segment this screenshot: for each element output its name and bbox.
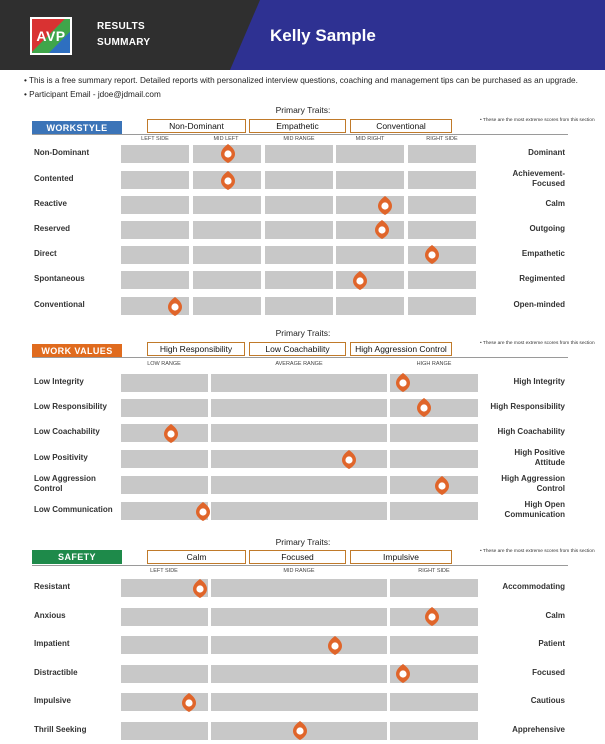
primary-trait-box: High Responsibility	[147, 342, 245, 356]
trait-right-label: Achievement- Focused	[512, 169, 565, 188]
trait-left-label: Impatient	[34, 639, 70, 648]
range-label: MID LEFT	[213, 136, 239, 142]
primary-traits-label: Primary Traits:	[275, 328, 331, 338]
score-band	[211, 693, 387, 711]
range-label: AVERAGE RANGE	[275, 361, 323, 367]
trait-right-label: High Open Communication	[504, 500, 565, 519]
trait-row	[0, 217, 605, 242]
score-band	[408, 246, 476, 264]
score-band	[121, 374, 208, 392]
score-marker	[396, 664, 410, 683]
score-marker	[396, 373, 410, 392]
section-divider	[32, 565, 568, 566]
score-band	[336, 246, 404, 264]
trait-left-label: Low Positivity	[34, 453, 88, 462]
trait-right-label: Calm	[545, 610, 565, 620]
note-participant-email: • Participant Email - jdoe@jdmail.com	[24, 90, 161, 99]
trait-right-label: Outgoing	[529, 223, 565, 233]
range-label: MID RIGHT	[355, 136, 385, 142]
trait-left-label: Reactive	[34, 199, 67, 208]
avp-logo	[30, 17, 72, 55]
score-marker	[168, 297, 182, 316]
score-band	[336, 221, 404, 239]
range-label: LEFT SIDE	[150, 568, 178, 574]
logo-text: AVP	[36, 28, 66, 44]
trait-row	[0, 688, 605, 716]
extreme-scores-note: • These are the most extreme scores from this section	[480, 549, 595, 554]
score-band	[390, 450, 478, 468]
score-band	[408, 221, 476, 239]
trait-right-label: Accommodating	[502, 582, 565, 591]
score-band	[121, 476, 208, 494]
trait-right-label: Apprehensive	[512, 724, 565, 734]
trait-left-label: Impulsive	[34, 696, 71, 705]
primary-trait-box: Non-Dominant	[147, 119, 246, 133]
trait-row	[0, 472, 605, 498]
score-band	[121, 221, 189, 239]
score-marker	[425, 607, 439, 626]
trait-row	[0, 420, 605, 446]
score-marker	[221, 144, 235, 163]
score-band	[211, 450, 387, 468]
score-band	[390, 476, 478, 494]
score-band	[211, 665, 387, 683]
trait-left-label: Resistant	[34, 582, 71, 591]
score-band	[265, 196, 333, 214]
note-free-summary: • This is a free summary report. Detailed reports with personalized interview questions, coaching and management tips can be purchased as an upgrade.	[24, 76, 578, 85]
primary-traits-label: Primary Traits:	[275, 105, 331, 115]
trait-left-label: Spontaneous	[34, 274, 85, 283]
trait-left-label: Anxious	[34, 610, 66, 620]
score-band	[121, 450, 208, 468]
trait-right-label: High Aggression Control	[501, 474, 565, 493]
trait-row	[0, 716, 605, 744]
score-band	[336, 196, 404, 214]
trait-right-label: Focused	[532, 667, 565, 677]
trait-right-label: High Coachability	[497, 427, 565, 436]
score-band	[408, 196, 476, 214]
score-band	[390, 636, 478, 654]
trait-right-label: Cautious	[530, 696, 565, 705]
trait-right-label: Empathetic	[521, 248, 565, 258]
score-marker	[196, 502, 210, 521]
score-marker	[182, 693, 196, 712]
score-marker	[435, 476, 449, 495]
trait-left-label: Low Aggression Control	[34, 474, 96, 493]
trait-left-label: Conventional	[34, 300, 85, 309]
primary-traits-label: Primary Traits:	[275, 537, 331, 547]
score-band	[336, 171, 404, 189]
score-band	[211, 579, 387, 597]
score-marker	[293, 721, 307, 740]
score-band	[193, 271, 261, 289]
primary-trait-box: Low Coachability	[249, 342, 346, 356]
trait-row	[0, 267, 605, 293]
primary-trait-box: Impulsive	[350, 550, 452, 564]
trait-row	[0, 140, 605, 167]
trait-left-label: Distractible	[34, 667, 78, 677]
section-title: WORK VALUES	[32, 344, 122, 358]
primary-trait-box: High Aggression Control	[350, 342, 452, 356]
trait-right-label: Dominant	[528, 147, 565, 157]
trait-left-label: Low Coachability	[34, 427, 100, 436]
score-band	[211, 608, 387, 626]
trait-left-label: Thrill Seeking	[34, 724, 87, 734]
score-marker	[417, 398, 431, 417]
score-marker	[164, 424, 178, 443]
score-band	[265, 297, 333, 315]
section-divider	[32, 134, 568, 135]
trait-row	[0, 293, 605, 319]
section-safety	[0, 535, 605, 574]
score-band	[121, 145, 189, 163]
report-title-line1: RESULTS	[97, 21, 146, 32]
trait-right-label: High Positive Attitude	[514, 448, 565, 467]
section-workvalues	[0, 326, 605, 367]
score-band	[193, 297, 261, 315]
section-workstyle	[0, 102, 605, 142]
score-band	[211, 374, 387, 392]
score-marker	[328, 636, 342, 655]
trait-right-label: Calm	[545, 199, 565, 208]
trait-row	[0, 498, 605, 524]
score-band	[408, 145, 476, 163]
score-band	[211, 502, 387, 520]
report-title	[97, 19, 150, 51]
section-title: WORKSTYLE	[32, 121, 122, 135]
score-band	[193, 246, 261, 264]
range-label: LOW RANGE	[147, 361, 181, 367]
report-title-line2: SUMMARY	[97, 37, 151, 48]
score-band	[265, 246, 333, 264]
score-band	[390, 399, 478, 417]
trait-right-label: High Integrity	[513, 376, 565, 386]
score-marker	[221, 171, 235, 190]
trait-row	[0, 574, 605, 602]
trait-left-label: Low Responsibility	[34, 401, 107, 411]
range-label: MID RANGE	[283, 136, 315, 142]
trait-row	[0, 370, 605, 395]
score-band	[336, 145, 404, 163]
trait-left-label: Direct	[34, 248, 57, 258]
trait-row	[0, 659, 605, 688]
score-band	[265, 145, 333, 163]
trait-row	[0, 602, 605, 631]
score-band	[121, 722, 208, 740]
score-band	[121, 171, 189, 189]
trait-row	[0, 631, 605, 659]
score-marker	[353, 271, 367, 290]
trait-right-label: Patient	[538, 639, 565, 648]
score-band	[390, 579, 478, 597]
trait-row	[0, 242, 605, 267]
score-band	[121, 608, 208, 626]
trait-row	[0, 193, 605, 217]
score-marker	[375, 220, 389, 239]
score-band	[390, 424, 478, 442]
trait-left-label: Contented	[34, 174, 74, 183]
score-band	[211, 399, 387, 417]
trait-left-label: Low Integrity	[34, 376, 84, 386]
score-band	[193, 221, 261, 239]
score-marker	[342, 450, 356, 469]
section-divider	[32, 357, 568, 358]
trait-right-label: Regimented	[519, 274, 565, 283]
trait-row	[0, 395, 605, 420]
range-label: LEFT SIDE	[141, 136, 169, 142]
score-marker	[193, 579, 207, 598]
extreme-scores-note: • These are the most extreme scores from this section	[480, 341, 595, 346]
score-band	[121, 196, 189, 214]
report-header	[0, 0, 605, 70]
score-band	[265, 221, 333, 239]
range-label: MID RANGE	[283, 568, 315, 574]
score-band	[408, 171, 476, 189]
primary-trait-box: Conventional	[350, 119, 452, 133]
range-label: RIGHT SIDE	[426, 136, 458, 142]
score-band	[211, 424, 387, 442]
score-band	[121, 399, 208, 417]
trait-left-label: Reserved	[34, 223, 71, 233]
score-band	[390, 722, 478, 740]
trait-right-label: High Responsibility	[490, 401, 565, 411]
score-band	[211, 636, 387, 654]
trait-row	[0, 167, 605, 193]
score-band	[265, 171, 333, 189]
trait-left-label: Low Communication	[34, 505, 113, 514]
score-band	[390, 693, 478, 711]
trait-row	[0, 446, 605, 472]
primary-trait-box: Calm	[147, 550, 246, 564]
report-notes	[24, 74, 578, 102]
primary-trait-box: Focused	[249, 550, 346, 564]
range-label: RIGHT SIDE	[418, 568, 450, 574]
score-band	[408, 297, 476, 315]
range-label: HIGH RANGE	[416, 361, 452, 367]
score-band	[121, 502, 208, 520]
section-title: SAFETY	[32, 550, 122, 564]
score-marker	[378, 196, 392, 215]
primary-trait-box: Empathetic	[249, 119, 346, 133]
score-band	[408, 271, 476, 289]
score-marker	[425, 245, 439, 264]
score-band	[336, 271, 404, 289]
participant-name: Kelly Sample	[270, 26, 376, 45]
trait-left-label: Non-Dominant	[34, 147, 90, 157]
score-band	[211, 476, 387, 494]
score-band	[121, 665, 208, 683]
score-band	[265, 271, 333, 289]
score-band	[336, 297, 404, 315]
trait-right-label: Open-minded	[513, 300, 565, 309]
score-band	[193, 196, 261, 214]
score-band	[390, 502, 478, 520]
extreme-scores-note: • These are the most extreme scores from this section	[480, 118, 595, 123]
score-band	[121, 271, 189, 289]
score-band	[121, 246, 189, 264]
score-band	[121, 636, 208, 654]
